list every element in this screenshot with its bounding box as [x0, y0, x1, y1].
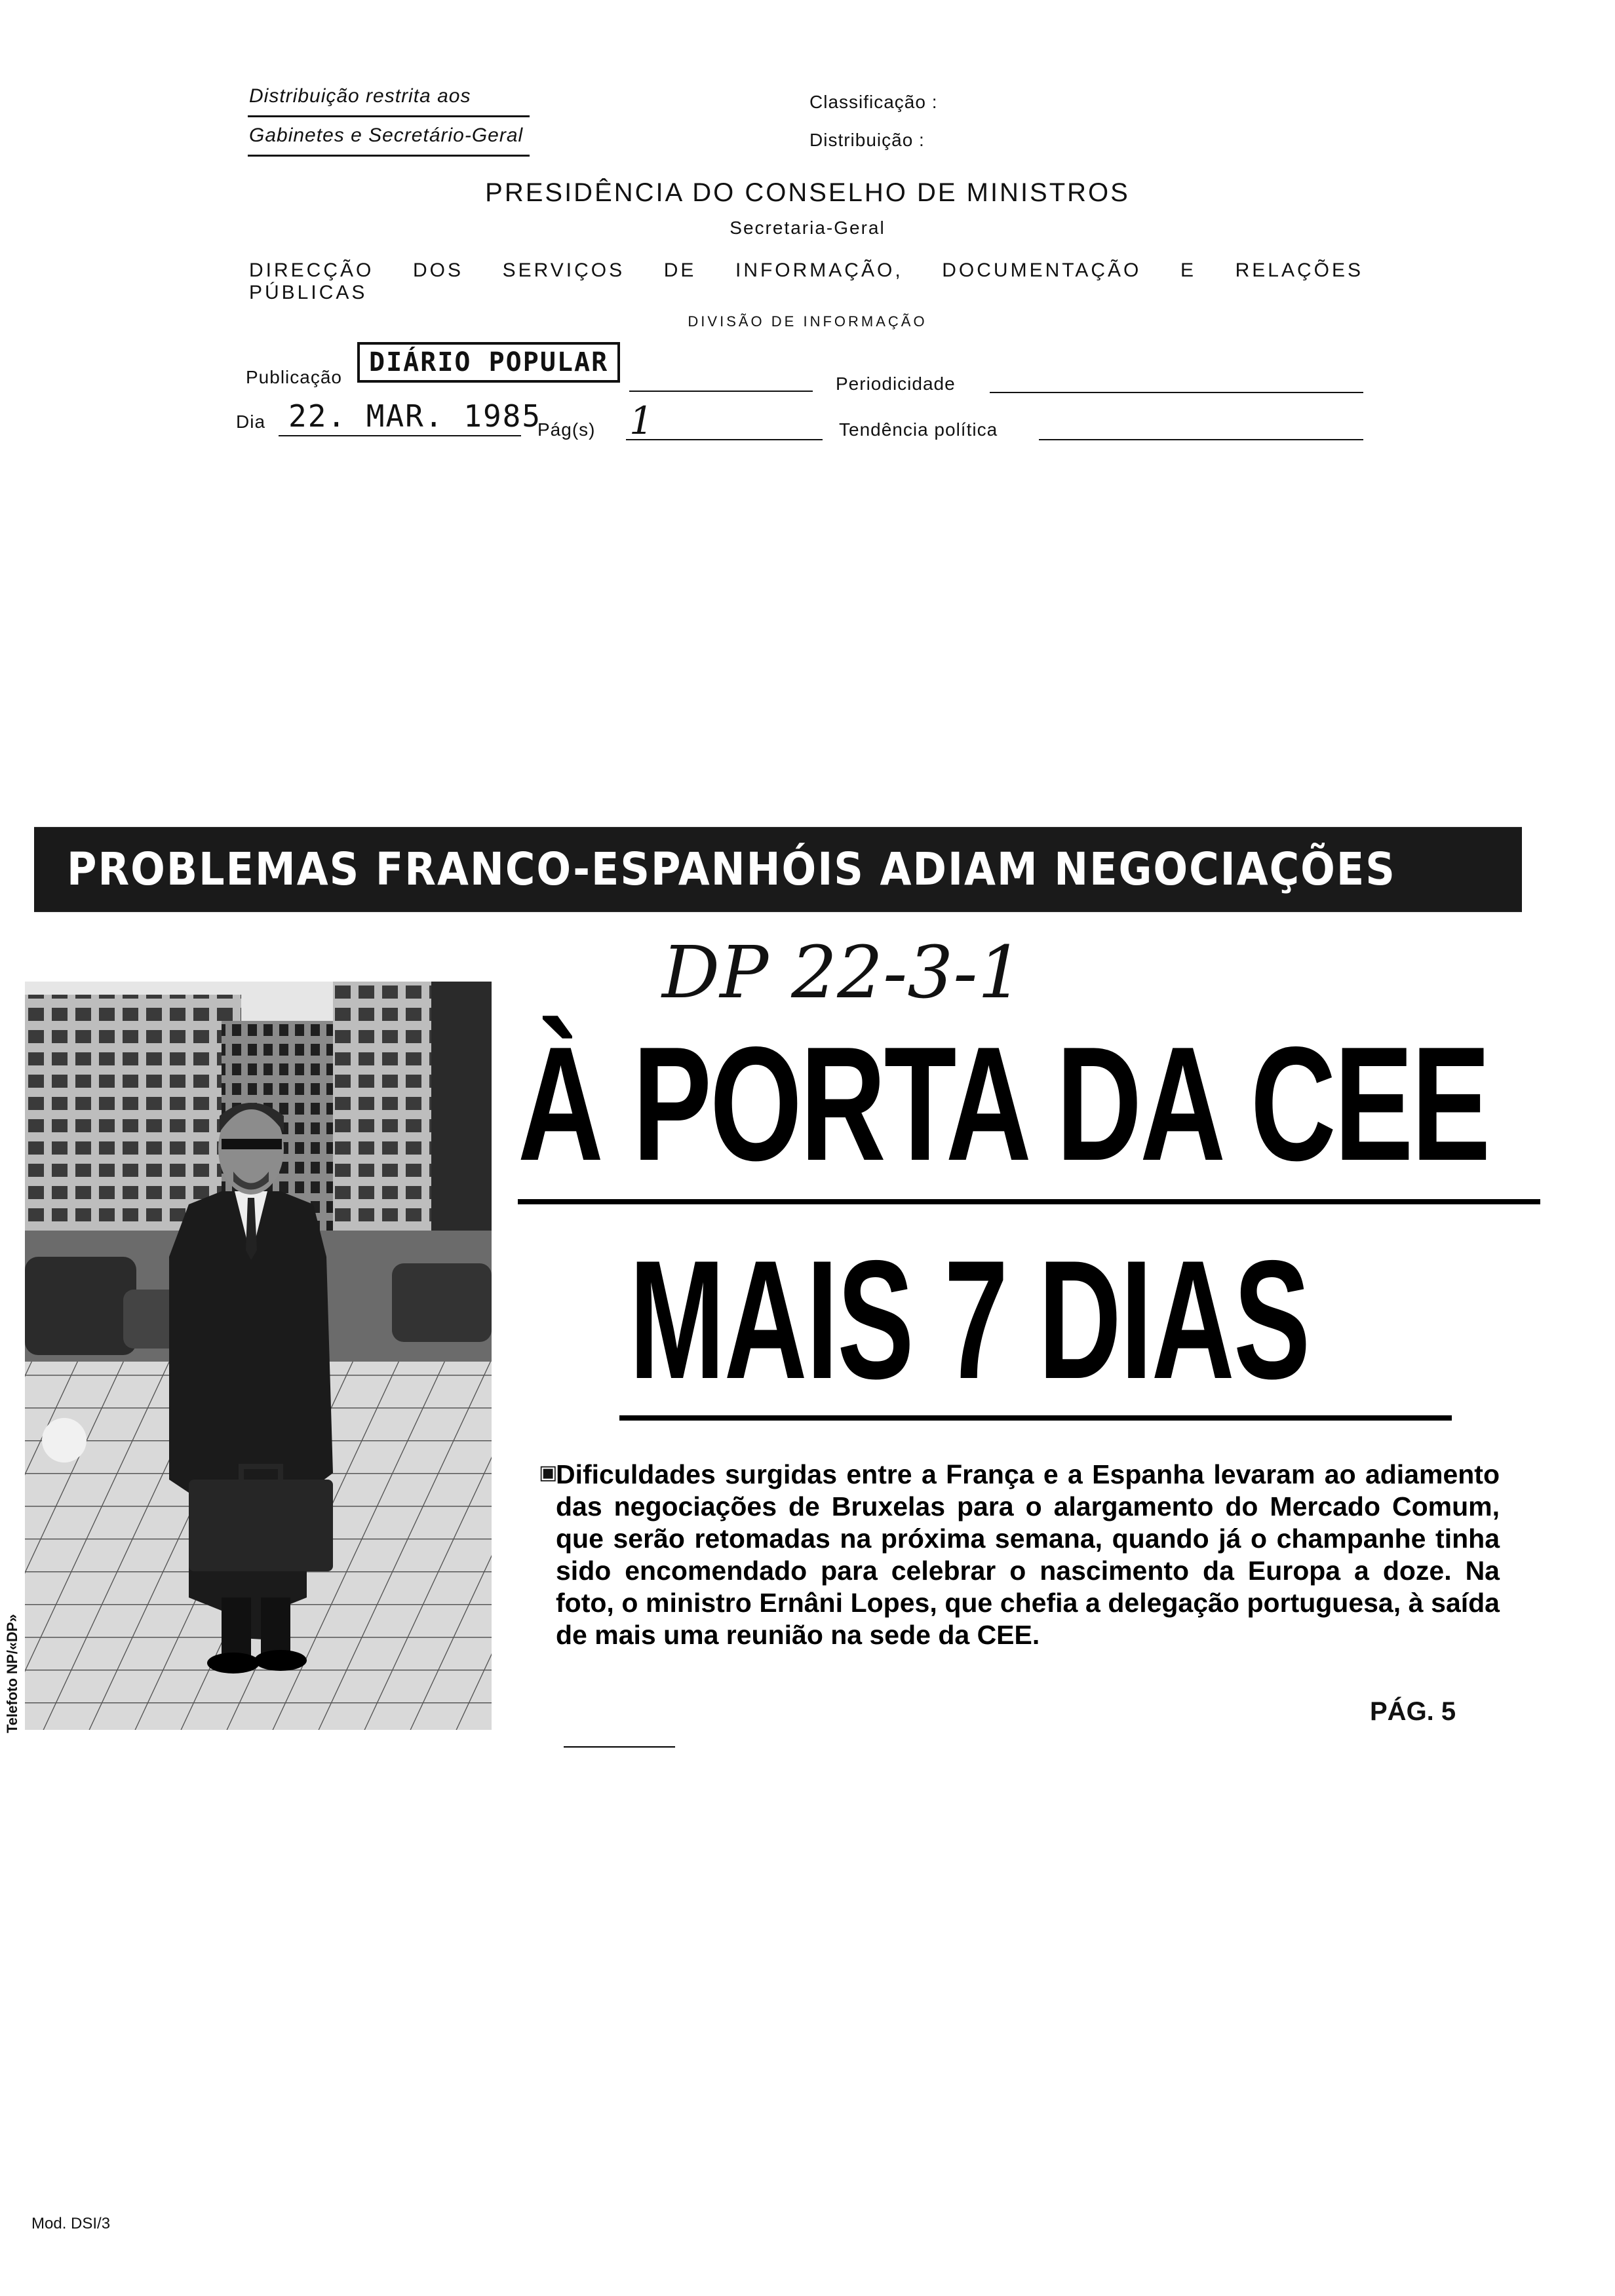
- pages-value: 1: [629, 398, 653, 443]
- distribution-label: Distribuição :: [809, 130, 925, 150]
- bullet-square-icon: ▣: [539, 1462, 558, 1483]
- closing-rule: [564, 1746, 675, 1748]
- page-subtitle: Secretaria-Geral: [730, 218, 885, 238]
- day-label: Dia: [236, 411, 266, 432]
- pages-label: Pág(s): [537, 419, 596, 440]
- political-tendency-fill-line: [1039, 439, 1363, 440]
- periodicity-label: Periodicidade: [836, 373, 956, 394]
- page-reference: PÁG. 5: [1370, 1697, 1456, 1726]
- clipping-banner: PROBLEMAS FRANCO-ESPANHÓIS ADIAM NEGOCIAÇÕES: [34, 827, 1522, 912]
- division-line: DIVISÃO DE INFORMAÇÃO: [688, 313, 927, 330]
- publication-stamp: DIÁRIO POPULAR: [357, 342, 620, 383]
- directorate-line: DIRECÇÃO DOS SERVIÇOS DE INFORMAÇÃO, DOCUMENTAÇÃO E RELAÇÕES PÚBLICAS: [249, 259, 1363, 303]
- restricted-distribution-line2: Gabinetes e Secretário-Geral: [249, 124, 524, 146]
- headline-line1: À PORTA DA CEE: [518, 1012, 1489, 1195]
- classification-label: Classificação :: [809, 92, 938, 112]
- headline-rule-1: [518, 1199, 1540, 1204]
- headline-rule-2: [619, 1415, 1452, 1421]
- pages-fill-line: [626, 439, 823, 440]
- handwritten-reference: DP 22-3-1: [662, 930, 1024, 1014]
- page-title: PRESIDÊNCIA DO CONSELHO DE MINISTROS: [485, 178, 1130, 207]
- publication-label: Publicação: [246, 367, 342, 387]
- article-body: Dificuldades surgidas entre a França e a Espanha levaram ao adiamento das negociações de Bruxelas para o alargamento do Mercado Comum, que serão retomadas na próxima semana, quando já o champanhe tinha sido encomendado para celebrar o nascimento da Europa a doze. Na foto, o ministro Ernâni Lopes, que chefia a delegação portuguesa, à saída de mais uma reunião na sede da CEE.: [556, 1459, 1500, 1650]
- photo-credit: Telefoto NP/«DP»: [4, 1614, 20, 1733]
- day-fill-line: [279, 435, 521, 436]
- periodicity-fill-line: [990, 392, 1363, 393]
- restricted-distribution-line1: Distribuição restrita aos: [249, 85, 471, 107]
- form-code: Mod. DSI/3: [31, 2215, 111, 2232]
- minister-photo: [25, 982, 492, 1730]
- political-tendency-label: Tendência política: [839, 419, 998, 440]
- minister-photo-image: [25, 982, 492, 1730]
- date-stamp: 22. MAR. 1985: [288, 398, 542, 434]
- publication-fill-line: [629, 391, 813, 392]
- restricted-divider-1: [248, 115, 530, 117]
- headline-line2: MAIS 7 DIAS: [629, 1225, 1310, 1414]
- restricted-divider-2: [248, 155, 530, 157]
